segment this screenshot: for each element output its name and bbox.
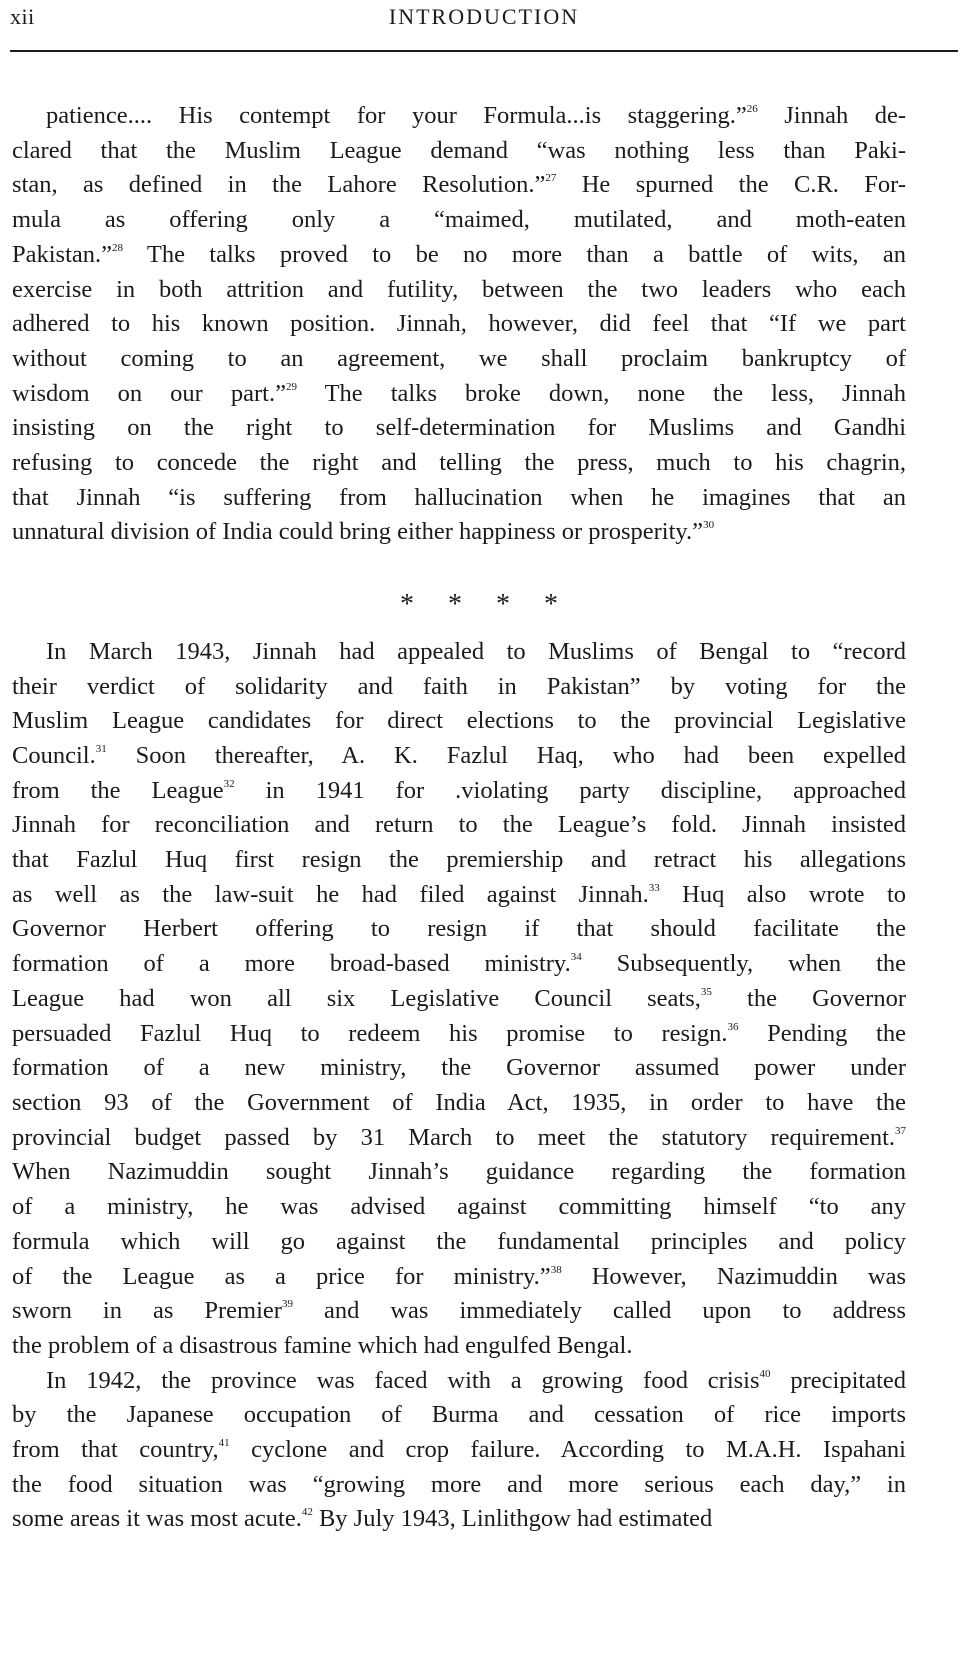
line-text: stan, as defined in the Lahore Resolution.”: [12, 171, 546, 199]
line-text: Governor Herbert offering to resign if that should facilitate the: [12, 915, 906, 943]
running-head: INTRODUCTION: [388, 4, 580, 29]
line-text: provincial budget passed by 31 March to meet the statutory requirement.: [12, 1123, 895, 1151]
text-line: [12, 203, 906, 238]
line-text-continued: By July 1943, Linlithgow had estimated: [312, 1505, 713, 1533]
line-text: League had won all six Legislative Council seats,: [12, 984, 701, 1012]
line-text: from that country,: [12, 1436, 219, 1464]
asterisk: *: [544, 589, 558, 621]
paragraph-2: [12, 635, 906, 1364]
line-text-continued: The talks broke down, none the less, Jinnah: [296, 379, 907, 407]
asterisk: *: [400, 589, 414, 621]
text-line: [12, 982, 906, 1017]
line-text: Muslim League candidates for direct elections to the provincial Legislative: [12, 707, 906, 735]
text-line: [12, 670, 906, 705]
line-text: adhered to his known position. Jinnah, however, did feel that “If we part: [12, 310, 906, 338]
text-line: [12, 238, 906, 273]
footnote-marker: 36: [727, 1020, 739, 1033]
line-text-continued: However, Nazimuddin was: [561, 1262, 906, 1290]
footnote-marker: 31: [95, 742, 107, 755]
text-line: [12, 515, 906, 550]
footnote-marker: 34: [570, 951, 582, 964]
text-line: [12, 1190, 906, 1225]
text-line: [12, 1364, 906, 1399]
line-text: the food situation was “growing more and more serious each day,” in: [12, 1470, 906, 1498]
page-header: [10, 4, 958, 38]
footnote-marker: 42: [301, 1506, 313, 1519]
line-text: formation of a new ministry, the Governor assumed power under: [12, 1054, 906, 1082]
line-text: Pakistan.”: [12, 240, 113, 268]
text-line: [12, 273, 906, 308]
asterisk: *: [496, 589, 510, 621]
footnote-marker: 30: [703, 519, 715, 532]
line-text: the problem of a disastrous famine which had engulfed Bengal.: [12, 1331, 633, 1359]
line-text-continued: The talks proved to be no more than a battle of wits, an: [123, 240, 906, 268]
line-text: patience.... His contempt for your Formula...is staggering.”: [46, 102, 747, 129]
line-text: wisdom on our part.”: [12, 379, 286, 407]
line-text: Jinnah for reconciliation and return to the League’s fold. Jinnah insisted: [12, 811, 906, 839]
line-text: refusing to concede the right and telling the press, much to his chagrin,: [12, 449, 906, 477]
text-line: [12, 1398, 906, 1433]
text-line: [12, 878, 906, 913]
text-line: [12, 1155, 906, 1190]
line-text-continued: cyclone and crop failure. According to M.A.H. Ispahani: [229, 1436, 906, 1464]
line-text: of a ministry, he was advised against committing himself “to any: [12, 1193, 906, 1221]
text-line: [12, 1294, 906, 1329]
section-break: [12, 588, 906, 623]
line-text-continued: Huq also wrote to: [659, 880, 907, 908]
line-text: some areas it was most acute.: [12, 1505, 302, 1533]
text-line: [12, 1260, 906, 1295]
line-text: exercise in both attrition and futility, between the two leaders who each: [12, 275, 906, 303]
footnote-marker: 28: [112, 241, 124, 254]
header-rule: [10, 50, 958, 52]
line-text-continued: Pending the: [738, 1019, 906, 1047]
text-line: [12, 1121, 906, 1156]
line-text-continued: the Governor: [711, 984, 906, 1012]
line-text: of the League as a price for ministry.”: [12, 1262, 551, 1290]
line-text: their verdict of solidarity and faith in Pakistan” by voting for the: [12, 672, 906, 700]
line-text: that Fazlul Huq first resign the premiership and retract his allegations: [12, 846, 906, 874]
text-line: [12, 411, 906, 446]
text-line: [12, 446, 906, 481]
footnote-marker: 33: [648, 881, 660, 894]
text-line: [12, 1468, 906, 1503]
footnote-marker: 38: [550, 1263, 562, 1276]
text-line: [12, 739, 906, 774]
paragraph-3: [12, 1364, 906, 1538]
line-text: formation of a more broad-based ministry.: [12, 950, 571, 978]
text-line: [12, 1329, 906, 1364]
text-line: [12, 704, 906, 739]
line-text: as well as the law-suit he had filed against Jinnah.: [12, 880, 649, 908]
line-text: When Nazimuddin sought Jinnah’s guidance regarding the formation: [12, 1158, 906, 1186]
body-text: [12, 99, 906, 1537]
footnote-marker: 26: [746, 103, 758, 115]
text-line: [12, 342, 906, 377]
line-text: sworn in as Premier: [12, 1297, 282, 1325]
footnote-marker: 41: [218, 1437, 230, 1450]
footnote-marker: 35: [700, 985, 712, 998]
footnote-marker: 29: [285, 380, 297, 393]
text-line: [12, 481, 906, 516]
text-line: [12, 774, 906, 809]
footnote-marker: 39: [281, 1298, 293, 1311]
text-line: [12, 1225, 906, 1260]
line-text-continued: and was immediately called upon to address: [292, 1297, 906, 1325]
text-line: [12, 1017, 906, 1052]
line-text-continued: He spurned the C.R. For-: [556, 171, 906, 199]
line-text-continued: precipitated: [770, 1366, 906, 1394]
text-line: [12, 1433, 906, 1468]
line-text-continued: in 1941 for .violating party discipline, approached: [234, 776, 906, 804]
paragraph-1: [12, 99, 906, 550]
text-line: [12, 99, 906, 134]
line-text: from the League: [12, 776, 224, 804]
line-text: by the Japanese occupation of Burma and cessation of rice imports: [12, 1401, 906, 1429]
line-text: Council.: [12, 741, 96, 769]
text-line: [12, 1502, 906, 1537]
line-text: section 93 of the Government of India Act, 1935, in order to have the: [12, 1088, 906, 1116]
line-text: clared that the Muslim League demand “was nothing less than Paki-: [12, 136, 906, 164]
text-line: [12, 307, 906, 342]
line-text: formula which will go against the fundamental principles and policy: [12, 1227, 906, 1255]
text-line: [12, 843, 906, 878]
asterisk: *: [448, 589, 462, 621]
footnote-marker: 32: [223, 777, 235, 790]
line-text-continued: Subsequently, when the: [581, 950, 906, 978]
line-text: unnatural division of India could bring either happiness or prosperity.”: [12, 518, 704, 546]
text-line: [12, 134, 906, 169]
line-text: mula as offering only a “maimed, mutilated, and moth-eaten: [12, 206, 906, 234]
text-line: [12, 947, 906, 982]
line-text-continued: Soon thereafter, A. K. Fazlul Haq, who had been expelled: [106, 741, 906, 769]
footnote-marker: 27: [545, 172, 557, 185]
text-line: [12, 377, 906, 412]
line-text: insisting on the right to self-determination for Muslims and Gandhi: [12, 414, 906, 442]
line-text: In March 1943, Jinnah had appealed to Muslims of Bengal to “record: [46, 637, 906, 665]
line-text: that Jinnah “is suffering from hallucination when he imagines that an: [12, 483, 906, 511]
text-line: [12, 912, 906, 947]
text-line: [12, 635, 906, 670]
page-number: xii: [10, 4, 35, 29]
text-line: [12, 808, 906, 843]
line-text-continued: Jinnah de-: [757, 102, 906, 129]
line-text: without coming to an agreement, we shall proclaim bankruptcy of: [12, 344, 906, 372]
text-line: [12, 168, 906, 203]
footnote-marker: 37: [895, 1124, 906, 1137]
footnote-marker: 40: [759, 1367, 771, 1380]
text-line: [12, 1086, 906, 1121]
line-text: persuaded Fazlul Huq to redeem his promise to resign.: [12, 1019, 728, 1047]
line-text: In 1942, the province was faced with a growing food crisis: [46, 1366, 760, 1394]
text-line: [12, 1051, 906, 1086]
